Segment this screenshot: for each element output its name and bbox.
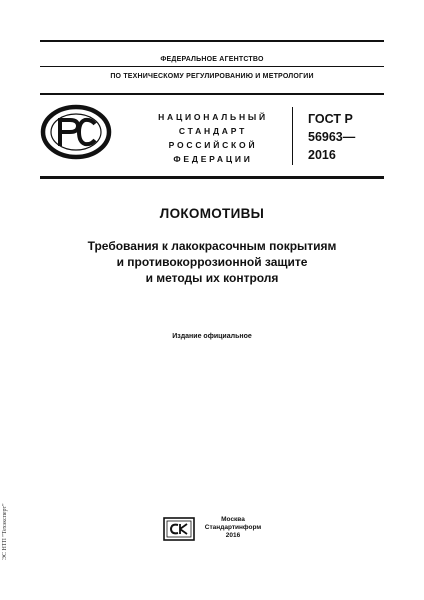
publisher-line: 2016 xyxy=(225,532,241,539)
side-watermark-note: ЭС НТП "Техэксперт" xyxy=(2,503,8,560)
standard-type xyxy=(148,110,278,166)
publisher-line: Стандартинформ xyxy=(204,524,262,531)
standard-type-line: НАЦИОНАЛЬНЫЙ xyxy=(158,112,268,122)
standard-block-rule xyxy=(40,176,384,179)
publisher-line: Москва xyxy=(221,516,245,523)
gost-r-emblem-icon xyxy=(40,104,112,160)
subtitle-line: и противокоррозионной защите xyxy=(116,255,308,269)
standard-number-line: 2016 xyxy=(308,148,336,162)
agency-divider xyxy=(40,66,384,67)
standard-type-line: СТАНДАРТ xyxy=(178,126,248,136)
top-rule xyxy=(40,40,384,42)
vertical-divider xyxy=(292,107,293,165)
subtitle-line: и методы их контроля xyxy=(145,271,279,285)
header-bottom-rule xyxy=(40,93,384,95)
subtitle-line: Требования к лакокрасочным покрытиям xyxy=(87,239,337,253)
document-title: ЛОКОМОТИВЫ xyxy=(159,206,265,221)
agency-line-2: ПО ТЕХНИЧЕСКОМУ РЕГУЛИРОВАНИЮ И МЕТРОЛОГИИ xyxy=(110,73,314,80)
edition-label: Издание официальное xyxy=(172,333,252,340)
document-subtitle xyxy=(40,238,384,286)
standard-type-line: РОССИЙСКОЙ xyxy=(168,140,258,150)
agency-line-1: ФЕДЕРАЛЬНОЕ АГЕНТСТВО xyxy=(160,56,264,63)
publisher-info xyxy=(198,516,268,540)
standard-number xyxy=(308,110,384,164)
standard-number-line: 56963— xyxy=(308,130,356,144)
standartinform-logo-icon xyxy=(163,517,195,541)
standard-type-line: ФЕДЕРАЦИИ xyxy=(173,154,253,164)
standard-number-line: ГОСТ Р xyxy=(308,112,353,126)
